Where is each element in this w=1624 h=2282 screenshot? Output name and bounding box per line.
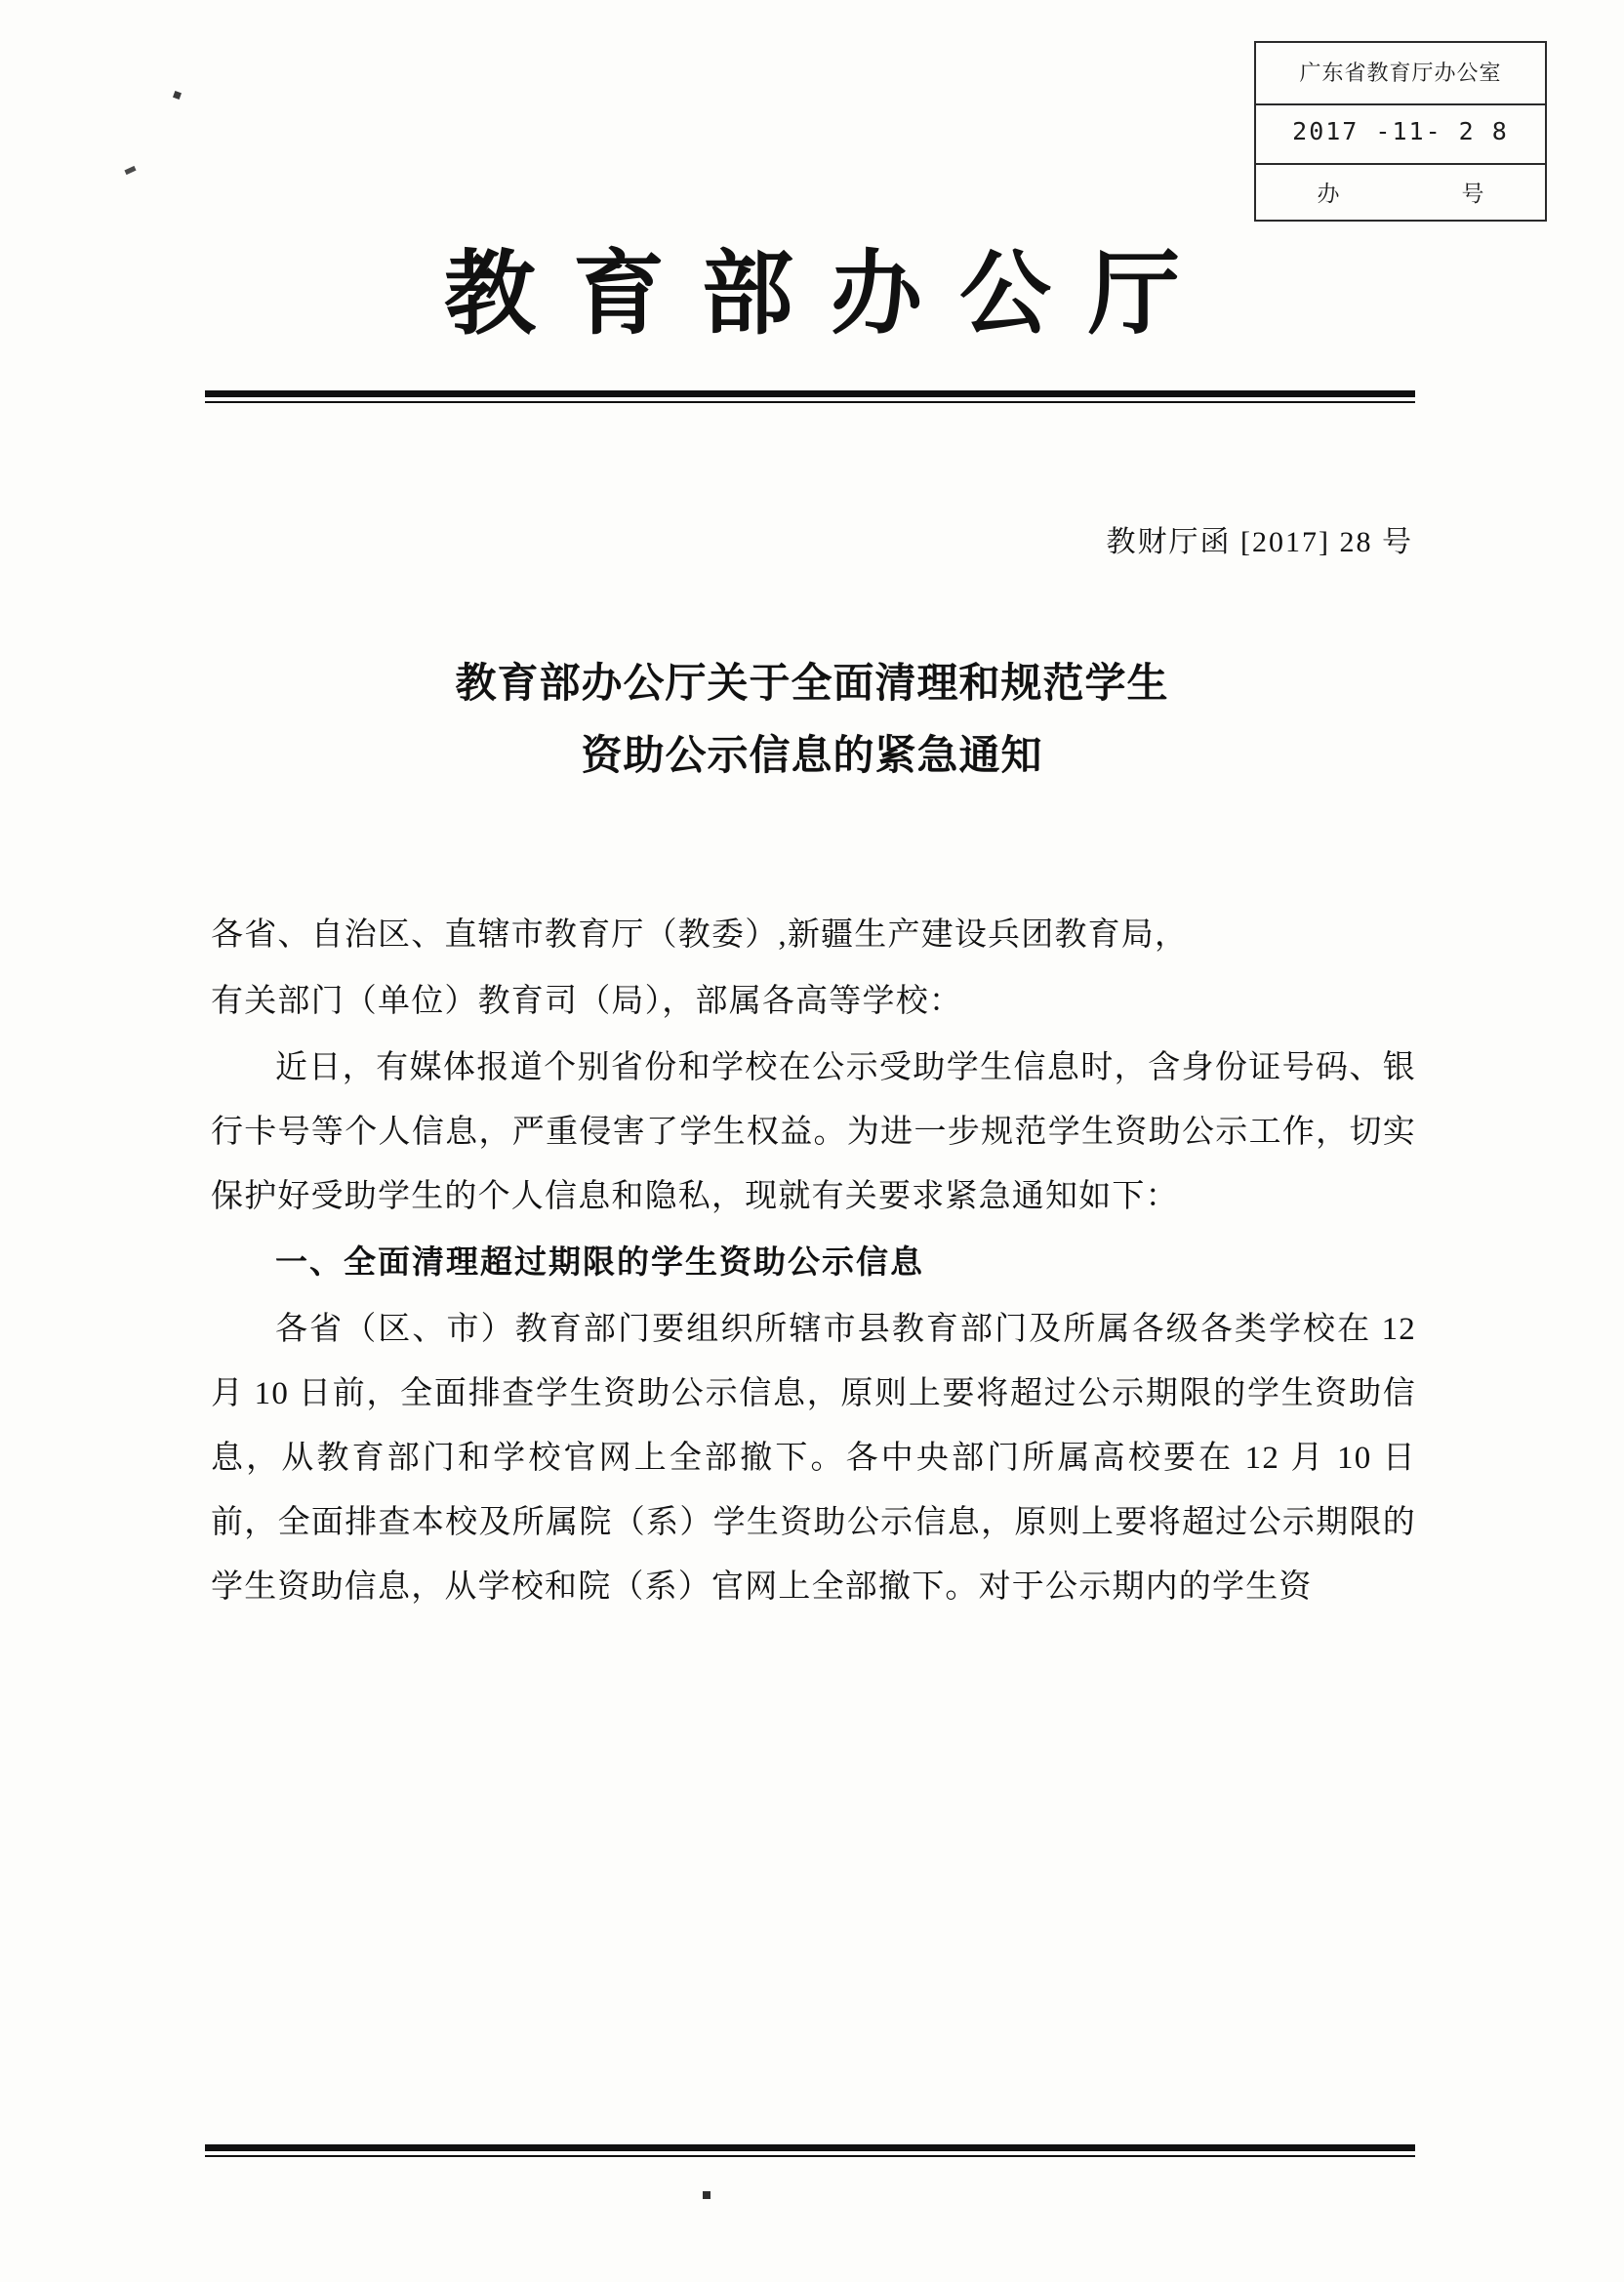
stamp-label-office: 办 [1317, 182, 1340, 206]
addressee-line-2: 有关部门（单位）教育司（局），部属各高等学校： [211, 984, 963, 1019]
paragraph-section-1: 各省（区、市）教育部门要组织所辖市县教育部门及所属各级各类学校在 12 月 10 日前，全面排查学生资助公示信息，原则上要将超过公示期限的学生资助信息，从教育部门和学校官网上全部撤下。各中央部门所属高校要在 12 月 10 日前，全面排查本校及所属院（系）学生资助公示信息，原则上要将超过公示期限的学生资助信息，从学校和院（系）官网上全部撤下。对于公示期内的学生资 [211, 1312, 1416, 1605]
section-heading-1: 一、全面清理超过期限的学生资助公示信息 [275, 1245, 924, 1281]
stamp-divider [1256, 163, 1545, 165]
stamp-date: 2017 -11- 2 8 [1292, 117, 1509, 145]
stamp-divider [1256, 103, 1545, 105]
page-mark-dot [173, 91, 182, 100]
stamp-footer-row [1256, 176, 1545, 208]
stamp-label-number: 号 [1461, 182, 1484, 206]
header-rule [205, 390, 1415, 403]
page-title-line1: 教育部办公厅关于全面清理和规范学生 [455, 662, 1169, 707]
addressee-line-1: 各省、自治区、直辖市教育厅（教委）,新疆生产建设兵团教育局， [211, 917, 1189, 953]
page-title [0, 649, 1624, 793]
page-mark-dot [124, 166, 136, 175]
document-number: 教财厅函 [2017] 28 号 [1106, 526, 1413, 558]
stamp-office-name: 广东省教育厅办公室 [1299, 61, 1502, 85]
receipt-stamp-box [1254, 41, 1547, 222]
page-footer-dot [703, 2191, 710, 2199]
document-body [211, 903, 1416, 1621]
footer-rule [205, 2144, 1415, 2157]
masthead-title: 教育部办公厅 [443, 244, 1217, 346]
paragraph-intro: 近日，有媒体报道个别省份和学校在公示受助学生信息时，含身份证号码、银行卡号等个人信息，严重侵害了学生权益。为进一步规范学生资助公示工作，切实保护好受助学生的个人信息和隐私，现就有关要求紧急通知如下： [211, 1050, 1416, 1214]
page-title-line2: 资助公示信息的紧急通知 [581, 733, 1043, 779]
